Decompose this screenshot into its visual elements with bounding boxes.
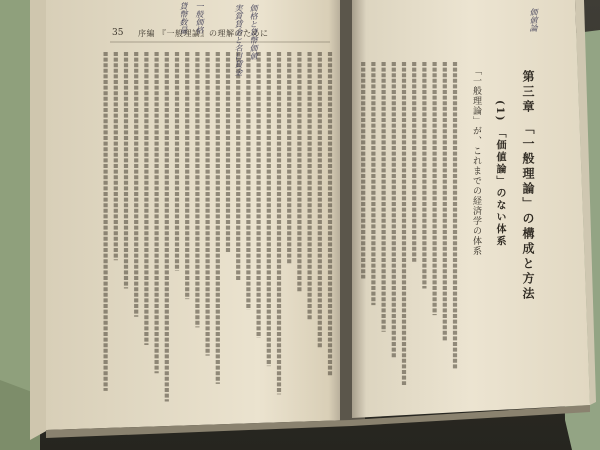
handwritten-note-4: 貨幣数量 bbox=[179, 2, 188, 34]
handwritten-note-1: 価格と貨幣価値 bbox=[249, 4, 258, 60]
running-head: 序編 『一般理論』の理解のために bbox=[138, 29, 269, 38]
chapter-heading: 第三章 「一般理論」の構成と方法 bbox=[521, 70, 535, 303]
corner-note: 価値論 bbox=[529, 8, 538, 32]
page-number: 35 bbox=[112, 28, 124, 38]
handwritten-note-2: 実質賃金と名目賃金 bbox=[234, 4, 243, 76]
opening-line: 「一般理論」が、これまでの経済学の体系 bbox=[471, 66, 481, 256]
handwritten-note-3: 一般価格 bbox=[195, 2, 204, 34]
section-subheading: (1) 「価値論」のない体系 bbox=[494, 100, 505, 248]
